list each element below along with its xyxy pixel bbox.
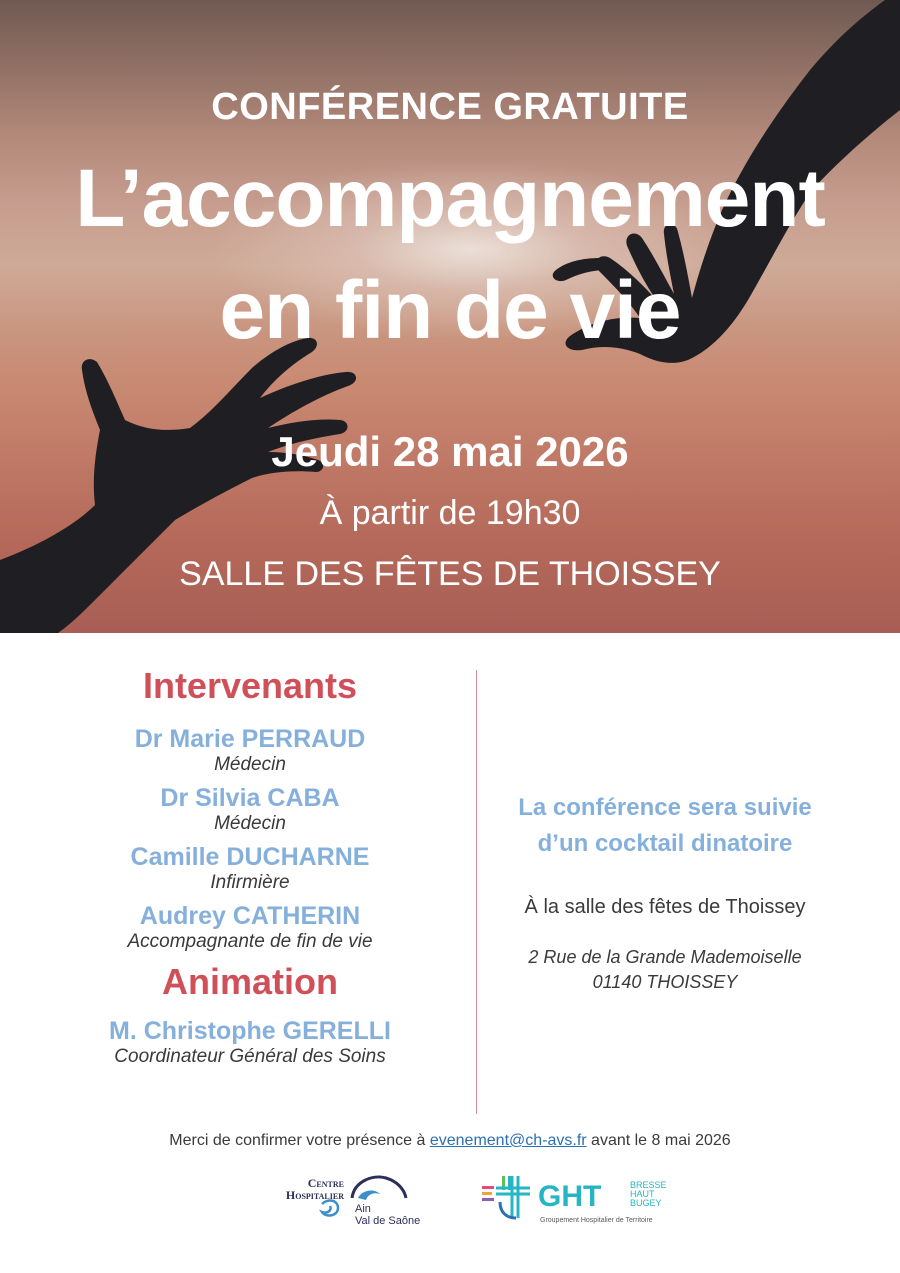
address-line2: 01140 THOISSEY bbox=[592, 972, 738, 992]
ght-bresse-haut-bugey-logo bbox=[480, 1168, 680, 1228]
ch-logo-line2: Hospitalier bbox=[285, 1188, 344, 1202]
rsvp-email-link[interactable]: evenement@ch-avs.fr bbox=[429, 1132, 587, 1149]
ght-region1: BRESSE bbox=[630, 1180, 667, 1190]
speakers-column bbox=[60, 665, 440, 1068]
speaker-role: Infirmière bbox=[210, 872, 290, 893]
ght-region3: BUGEY bbox=[630, 1198, 662, 1208]
event-venue: SALLE DES FÊTES DE THOISSEY bbox=[179, 555, 721, 593]
animator-role: Coordinateur Général des Soins bbox=[114, 1046, 386, 1067]
speaker-name: Camille DUCHARNE bbox=[130, 843, 370, 871]
ch-logo-swirl-icon bbox=[322, 1201, 338, 1216]
cocktail-line2: d’un cocktail dinatoire bbox=[537, 830, 793, 857]
column-divider bbox=[476, 670, 477, 1114]
speaker-name: Audrey CATHERIN bbox=[139, 902, 361, 930]
ght-subtitle: Groupement Hospitalier de Territoire bbox=[540, 1217, 653, 1224]
rsvp-text-before: Merci de confirmer votre présence à bbox=[169, 1132, 430, 1149]
event-title-line1: L’accompagnement bbox=[75, 153, 825, 244]
hero-banner bbox=[0, 0, 900, 633]
speaker-name: Dr Marie PERRAUD bbox=[134, 725, 366, 753]
rsvp-text-after: avant le 8 mai 2026 bbox=[586, 1132, 731, 1149]
rsvp-line bbox=[0, 1132, 900, 1150]
reception-venue: À la salle des fêtes de Thoissey bbox=[524, 896, 806, 918]
ght-cross-icon bbox=[482, 1176, 530, 1218]
ch-logo-line1: Centre bbox=[307, 1176, 344, 1190]
event-title-line2: en fin de vie bbox=[219, 265, 681, 356]
address-line1: 2 Rue de la Grande Mademoiselle bbox=[528, 947, 802, 967]
ght-name: GHT bbox=[538, 1180, 602, 1213]
speaker-name: Dr Silvia CABA bbox=[160, 784, 340, 812]
speakers-heading: Intervenants bbox=[142, 665, 358, 706]
event-kicker: CONFÉRENCE GRATUITE bbox=[211, 86, 689, 128]
speaker-role: Médecin bbox=[214, 813, 286, 834]
speaker-role: Accompagnante de fin de vie bbox=[127, 931, 373, 952]
ch-logo-line3: Ain bbox=[355, 1203, 371, 1215]
ch-logo-wave-icon bbox=[358, 1191, 380, 1200]
speaker-role: Médecin bbox=[214, 754, 286, 775]
animator-name: M. Christophe GERELLI bbox=[109, 1017, 391, 1045]
animation-heading: Animation bbox=[162, 961, 338, 1002]
event-time: À partir de 19h30 bbox=[319, 494, 581, 532]
cocktail-line1: La conférence sera suivie bbox=[518, 794, 812, 821]
event-date: Jeudi 28 mai 2026 bbox=[271, 428, 629, 475]
centre-hospitalier-logo bbox=[282, 1168, 432, 1228]
reception-column bbox=[480, 790, 850, 995]
ch-logo-line4: Val de Saône bbox=[355, 1215, 421, 1227]
ch-logo-arc-icon bbox=[352, 1177, 406, 1198]
ght-region2: HAUT bbox=[630, 1189, 655, 1199]
